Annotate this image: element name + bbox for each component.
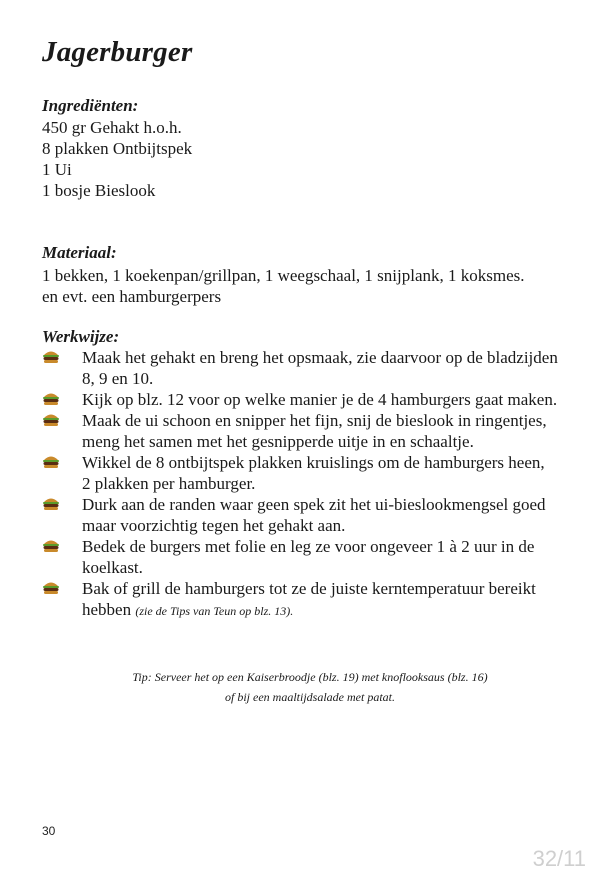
hamburger-icon	[42, 538, 60, 553]
hamburger-icon	[42, 391, 60, 406]
ingredient-item: 1 bosje Bieslook	[42, 181, 156, 200]
step-text: 8, 9 en 10.	[82, 369, 154, 388]
recipe-title: Jagerburger	[42, 36, 193, 68]
step-text: Bak of grill de hamburgers tot ze de juiste kerntemperatuur bereikt	[82, 579, 536, 598]
step-text: Durk aan de randen waar geen spek zit het ui-bieslookmengsel goed	[82, 495, 546, 514]
step-text: Bedek de burgers met folie en leg ze voor ongeveer 1 à 2 uur in de	[82, 537, 535, 556]
hamburger-icon	[42, 412, 60, 427]
ingredients-heading: Ingrediënten:	[42, 96, 139, 115]
ingredient-item: 8 plakken Ontbijtspek	[42, 139, 193, 158]
ingredient-item: 450 gr Gehakt h.o.h.	[42, 118, 182, 137]
step-text: Wikkel de 8 ontbijtspek plakken kruislings om de hamburgers heen,	[82, 453, 545, 472]
step-text-with-note	[82, 599, 580, 622]
hamburger-icon	[42, 349, 60, 364]
hamburger-icon	[42, 496, 60, 511]
materials-line: 1 bekken, 1 koekenpan/grillpan, 1 weegschaal, 1 snijplank, 1 koksmes.	[42, 266, 525, 285]
tip-line: of bij een maaltijdsalade met patat.	[225, 690, 395, 704]
step-note: (zie de Tips van Teun op blz. 13).	[135, 604, 294, 618]
tip-line: Tip: Serveer het op een Kaiserbroodje (blz. 19) met knoflooksaus (blz. 16)	[132, 670, 488, 684]
hamburger-icon	[42, 580, 60, 595]
method-heading: Werkwijze:	[42, 327, 120, 346]
step-text: Maak het gehakt en breng het opsmaak, zie daarvoor op de bladzijden	[82, 348, 558, 367]
method-step	[40, 536, 580, 578]
materials-line: en evt. een hamburgerpers	[42, 287, 222, 306]
method-steps	[40, 347, 580, 622]
method-step	[40, 410, 580, 452]
method-step	[40, 578, 580, 622]
hamburger-icon	[42, 454, 60, 469]
step-text: 2 plakken per hamburger.	[82, 474, 256, 493]
method-step	[40, 347, 580, 389]
method-step	[40, 389, 580, 410]
step-text: Kijk op blz. 12 voor op welke manier je de 4 hamburgers gaat maken.	[82, 390, 558, 409]
step-text: maar voorzichtig tegen het gehakt aan.	[82, 516, 346, 535]
method-step	[40, 452, 580, 494]
method-step	[40, 494, 580, 536]
page-number: 30	[42, 824, 56, 838]
step-text: koelkast.	[82, 558, 143, 577]
step-text: Maak de ui schoon en snipper het fijn, snij de bieslook in ringentjes,	[82, 411, 547, 430]
step-text: meng het samen met het gesnipperde uitje in en schaaltje.	[82, 432, 474, 451]
materials-heading: Materiaal:	[42, 243, 117, 262]
ingredient-item: 1 Ui	[42, 160, 72, 179]
step-text: hebben	[82, 600, 132, 619]
viewer-page-counter: 32/11	[532, 846, 586, 871]
